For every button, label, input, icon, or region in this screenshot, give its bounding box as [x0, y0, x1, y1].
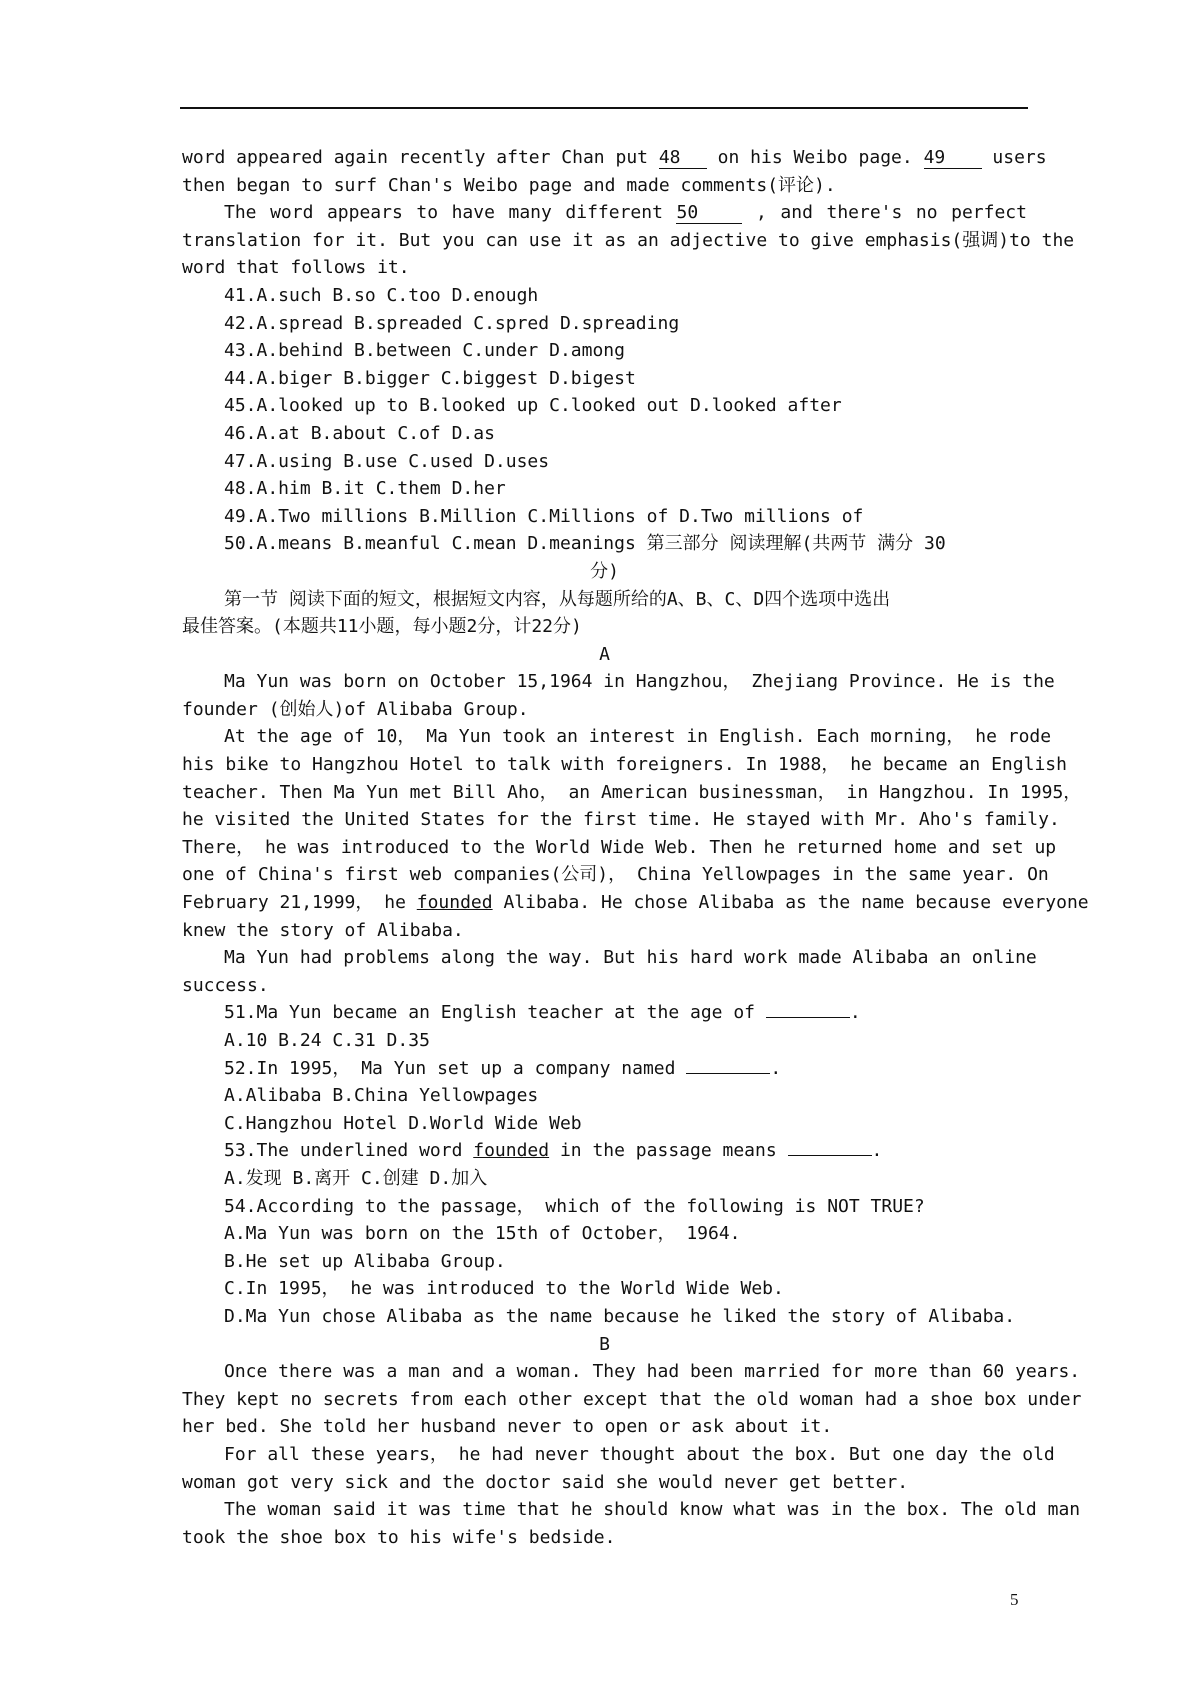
- passage-line: February 21,1999， he founded Alibaba. He chose Alibaba as the name because everyone: [182, 892, 1089, 914]
- passage-line: woman got very sick and the doctor said she would never get better.: [182, 1471, 909, 1493]
- question-50: 50.A.means B.meanful C.mean D.meanings 第三部分 阅读理解(共两节 满分 30: [224, 533, 946, 555]
- blank-50: 50: [676, 203, 742, 224]
- question-53: 53.The underlined word founded in the passage means .: [224, 1140, 883, 1162]
- passage-line: his bike to Hangzhou Hotel to talk with foreigners. In 1988， he became an English: [182, 754, 1067, 776]
- question-47: 47.A.using B.use C.used D.uses: [224, 450, 550, 472]
- passage-line: word appeared again recently after Chan put 48 on his Weibo page. 49 users: [182, 147, 1047, 168]
- question-49: 49.A.Two millions B.Million C.Millions of D.Two millions of: [224, 505, 864, 527]
- question-42: 42.A.spread B.spreaded C.spred D.spreading: [224, 312, 680, 334]
- question-46: 46.A.at B.about C.of D.as: [224, 422, 495, 444]
- header-rule: [180, 107, 1028, 109]
- passage-line: founder (创始人)of Alibaba Group.: [182, 698, 529, 720]
- passage-b-title: B: [599, 1333, 610, 1355]
- question-52-options: C.Hangzhou Hotel D.World Wide Web: [224, 1112, 582, 1134]
- question-43: 43.A.behind B.between C.under D.among: [224, 340, 625, 362]
- question-54-option: D.Ma Yun chose Alibaba as the name because he liked the story of Alibaba.: [224, 1305, 1016, 1327]
- answer-blank: [686, 1073, 770, 1074]
- page-number: 5: [1010, 1590, 1019, 1609]
- question-48: 48.A.him B.it C.them D.her: [224, 478, 506, 500]
- question-54-option: C.In 1995， he was introduced to the World Wide Web.: [224, 1278, 784, 1300]
- passage-line: took the shoe box to his wife's bedside.: [182, 1526, 616, 1548]
- passage-line: then began to surf Chan's Weibo page and made comments(评论).: [182, 174, 836, 196]
- question-44: 44.A.biger B.bigger C.biggest D.bigest: [224, 367, 636, 389]
- passage-line: At the age of 10， Ma Yun took an interest in English. Each morning， he rode: [224, 726, 1052, 748]
- passage-line: The woman said it was time that he should know what was in the box. The old man: [224, 1499, 1081, 1521]
- passage-a-title: A: [599, 643, 610, 665]
- underlined-word-founded: founded: [473, 1140, 550, 1162]
- question-45: 45.A.looked up to B.looked up C.looked out D.looked after: [224, 395, 842, 417]
- question-52-options: A.Alibaba B.China Yellowpages: [224, 1085, 539, 1107]
- passage-line: word that follows it.: [182, 257, 410, 279]
- blank-48: 48: [659, 148, 707, 169]
- question-51: 51.Ma Yun became an English teacher at the age of .: [224, 1002, 861, 1024]
- answer-blank: [788, 1155, 872, 1156]
- passage-line: her bed. She told her husband never to open or ask about it.: [182, 1416, 833, 1438]
- passage-line: one of China's first web companies(公司)， China Yellowpages in the same year. On: [182, 864, 1049, 886]
- passage-line: There， he was introduced to the World Wide Web. Then he returned home and set up: [182, 836, 1057, 858]
- answer-blank: [766, 1017, 850, 1018]
- question-54: 54.According to the passage， which of the following is NOT TRUE?: [224, 1195, 925, 1217]
- question-51-options: A.10 B.24 C.31 D.35: [224, 1030, 430, 1051]
- passage-line: Ma Yun was born on October 15,1964 in Hangzhou， Zhejiang Province. He is the: [224, 671, 1055, 693]
- passage-line: knew the story of Alibaba.: [182, 919, 464, 941]
- passage-line: teacher. Then Ma Yun met Bill Aho， an American businessman， in Hangzhou. In 1995，: [182, 781, 1082, 803]
- passage-line: The word appears to have many different 50 , and there's no perfect: [224, 202, 1027, 224]
- blank-49: 49: [924, 148, 982, 169]
- question-41: 41.A.such B.so C.too D.enough: [224, 284, 539, 306]
- page-content: [182, 144, 1089, 1551]
- passage-line: Once there was a man and a woman. They had been married for more than 60 years.: [224, 1361, 1081, 1383]
- question-54-option: A.Ma Yun was born on the 15th of October， 1964.: [224, 1223, 741, 1245]
- section-1-instructions: 第一节 阅读下面的短文，根据短文内容，从每题所给的A、B、C、D四个选项中选出: [224, 588, 891, 610]
- question-52: 52.In 1995， Ma Yun set up a company named .: [224, 1057, 782, 1079]
- passage-line: translation for it. But you can use it as an adjective to give emphasis(强调)to the: [182, 229, 1075, 251]
- passage-line: success.: [182, 974, 269, 996]
- passage-line: For all these years， he had never thought about the box. But one day the old: [224, 1443, 1055, 1465]
- question-54-option: B.He set up Alibaba Group.: [224, 1250, 506, 1272]
- passage-line: he visited the United States for the first time. He stayed with Mr. Aho's family.: [182, 809, 1060, 831]
- section-1-instructions-cont: 最佳答案。(本题共11小题，每小题2分，计22分): [182, 616, 582, 638]
- question-53-options: A.发现 B.离开 C.创建 D.加入: [224, 1167, 488, 1189]
- section-3-title-cont: 分): [590, 560, 619, 582]
- underlined-word-founded: founded: [416, 892, 493, 914]
- passage-line: Ma Yun had problems along the way. But his hard work made Alibaba an online: [224, 947, 1037, 969]
- passage-line: They kept no secrets from each other except that the old woman had a shoe box under: [182, 1388, 1082, 1410]
